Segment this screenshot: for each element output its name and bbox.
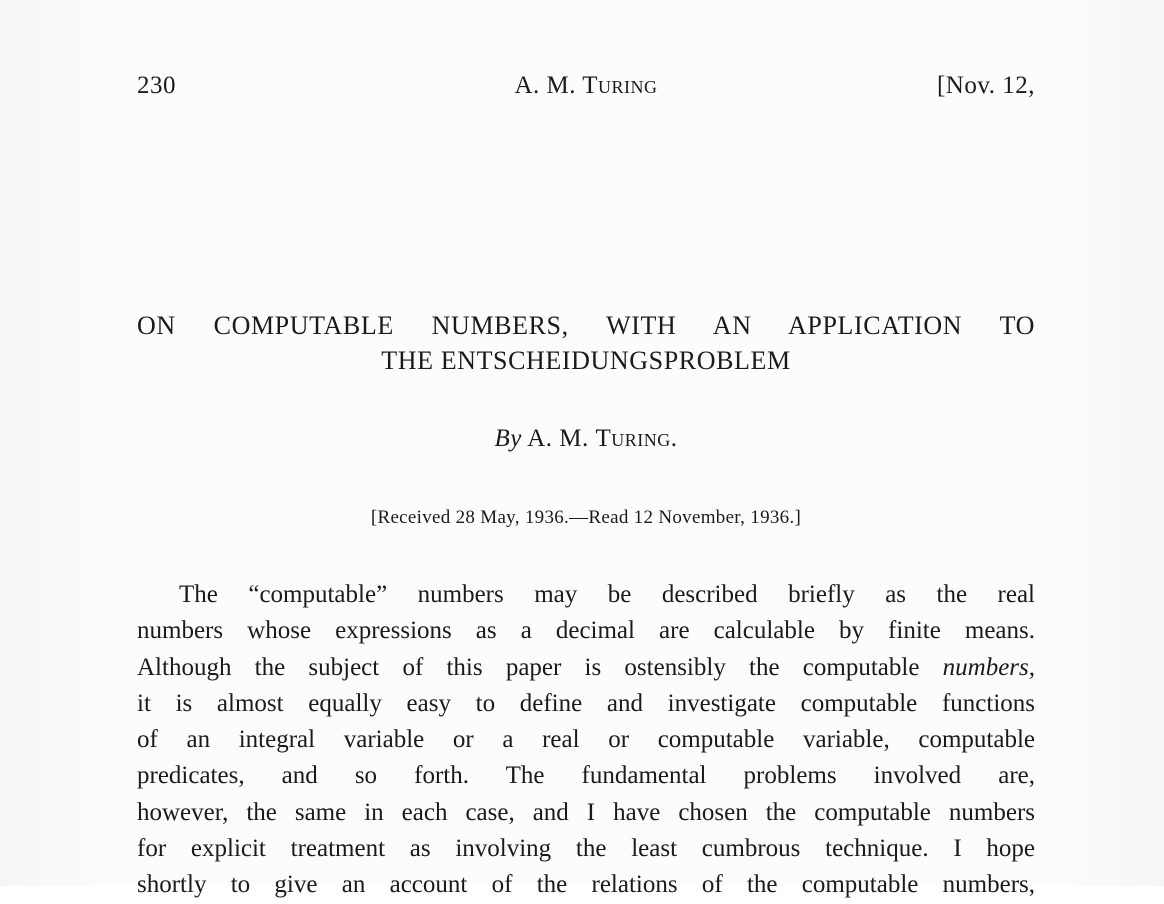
paragraph-line: The “computable” numbers may be described briefly as the real — [179, 581, 1035, 608]
scan-shadow-right — [1054, 0, 1164, 886]
paper-title-line-1: ON COMPUTABLE NUMBERS, WITH AN APPLICATION TO — [137, 311, 1035, 340]
page-number: 230 — [137, 72, 176, 99]
paragraph-line: however, the same in each case, and I have chosen the computable numbers — [137, 798, 1035, 826]
byline — [137, 425, 1035, 453]
paper-title — [137, 308, 1035, 378]
abstract-paragraph — [137, 577, 1035, 904]
paragraph-line-cut: shortly to give an account of the relations of the computable numbers, — [137, 871, 1035, 899]
paragraph-line: of an integral variable or a real or computable variable, computable — [137, 726, 1035, 754]
paragraph-line: it is almost equally easy to define and investigate computable functions — [137, 689, 1035, 717]
paragraph-line-text: Although the subject of this paper is ostensibly the computable — [137, 653, 920, 681]
running-head-author — [137, 72, 1035, 100]
paragraph-line: for explicit treatment as involving the least cumbrous technique. I hope — [137, 835, 1035, 863]
running-head-date: [Nov. 12, — [936, 72, 1035, 99]
byline-surname: Turing. — [595, 425, 678, 452]
italic-word: numbers, — [942, 653, 1036, 681]
scan-shadow-left — [0, 0, 110, 886]
running-head-author-text: A. M. Turing — [514, 72, 658, 99]
byline-by: By — [494, 425, 522, 452]
paragraph-line-with-italic — [137, 650, 1035, 686]
paragraph-line: predicates, and so forth. The fundamental problems involved are, — [137, 762, 1035, 790]
running-head — [137, 72, 1035, 106]
byline-initials: A. M. — [527, 425, 589, 452]
paper-title-line-2: THE ENTSCHEIDUNGSPROBLEM — [381, 346, 791, 375]
paragraph-line: numbers whose expressions as a decimal are calculable by finite means. — [137, 617, 1035, 645]
received-note: [Received 28 May, 1936.—Read 12 November, 1936.] — [370, 507, 802, 528]
